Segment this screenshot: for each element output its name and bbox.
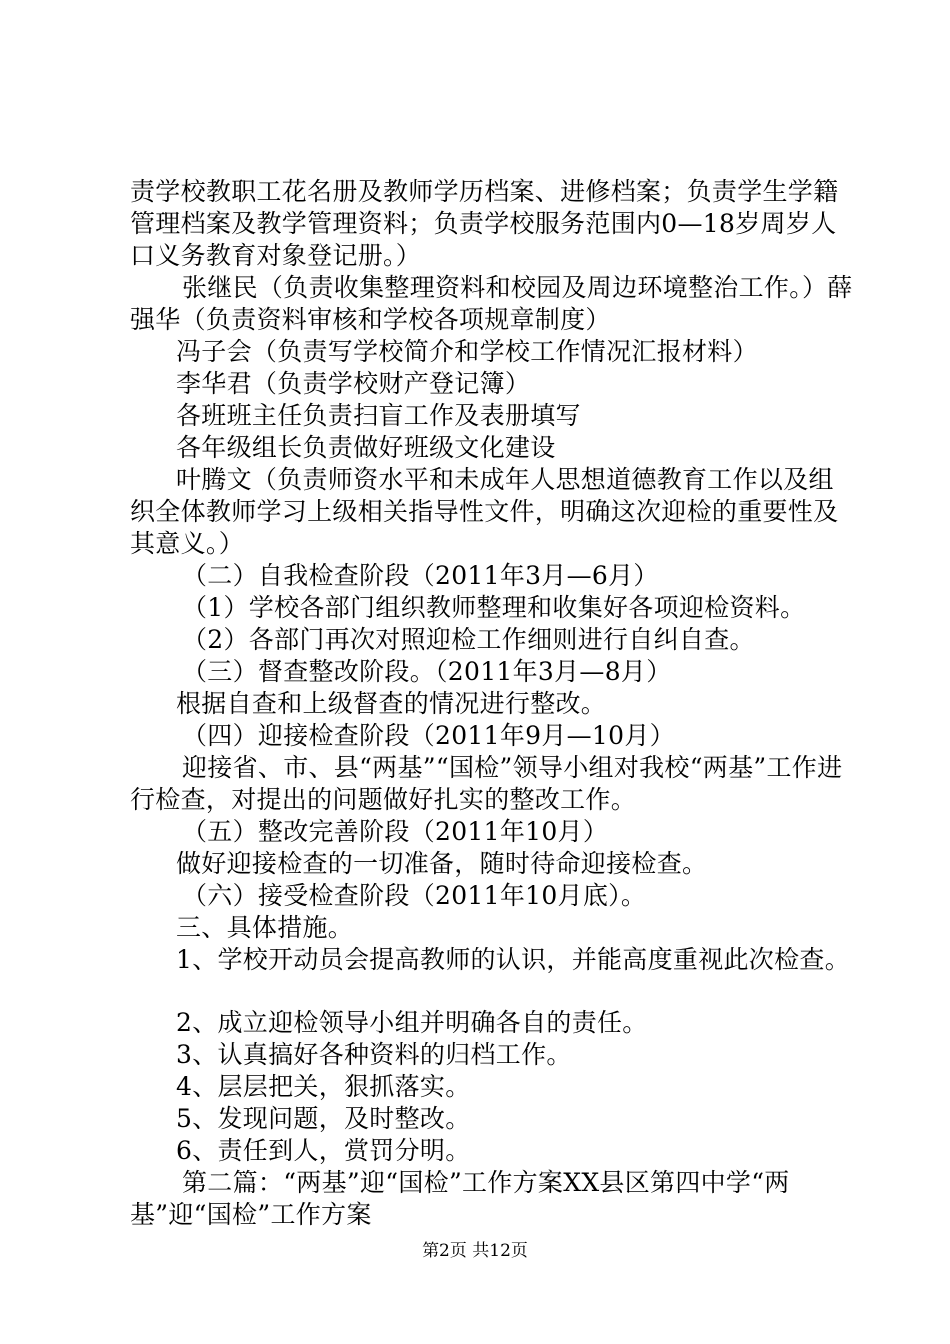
paragraph: （六）接受检查阶段（2011年10月底）。 [182, 881, 647, 910]
paragraph: （1）学校各部门组织教师整理和收集好各项迎检资料。 [182, 593, 806, 622]
page-footer [0, 1240, 950, 1262]
paragraph: 责学校教职工花名册及教师学历档案、进修档案；负责学生学籍管理档案及教学管理资料；负责学校服务范围内0—18岁周岁人口义务教育对象登记册。） [130, 177, 839, 270]
paragraph: （四）迎接检查阶段（2011年9月—10月） [182, 721, 675, 750]
document-body [130, 176, 855, 1231]
paragraph: （五）整改完善阶段（2011年10月） [182, 817, 609, 846]
paragraph: 各年级组长负责做好班级文化建设 [176, 433, 556, 462]
paragraph: 三、具体措施。 [176, 913, 354, 942]
page-number: 第2页 共12页 [422, 1241, 528, 1261]
blank-line [130, 976, 855, 1007]
paragraph: 3、认真搞好各种资料的归档工作。 [176, 1040, 572, 1069]
paragraph: 5、发现问题，及时整改。 [176, 1104, 471, 1133]
paragraph: （三）督查整改阶段。（2011年3月—8月） [182, 657, 672, 686]
paragraph: 6、责任到人，赏罚分明。 [176, 1136, 471, 1165]
paragraph: 张继民（负责收集整理资料和校园及周边环境整治工作。）薛强华（负责资料审核和学校各项规章制度） [130, 273, 853, 334]
paragraph: 冯子会（负责写学校简介和学校工作情况汇报材料） [176, 337, 758, 366]
paragraph: （2）各部门再次对照迎检工作细则进行自纠自查。 [182, 625, 755, 654]
paragraph: 1、学校开动员会提高教师的认识，并能高度重视此次检查。 [176, 945, 851, 974]
paragraph: 4、层层把关，狠抓落实。 [176, 1072, 471, 1101]
paragraph: 第二篇：“两基”迎“国检”工作方案XX县区第四中学“两基”迎“国检”工作方案 [130, 1168, 790, 1229]
paragraph: 2、成立迎检领导小组并明确各自的责任。 [176, 1008, 648, 1037]
paragraph: 做好迎接检查的一切准备，随时待命迎接检查。 [176, 849, 708, 878]
paragraph: 李华君（负责学校财产登记簿） [176, 369, 531, 398]
paragraph: 根据自查和上级督查的情况进行整改。 [176, 689, 607, 718]
paragraph: 叶腾文（负责师资水平和未成年人思想道德教育工作以及组织全体教师学习上级相关指导性文件，明确这次迎检的重要性及其意义。） [130, 465, 839, 558]
paragraph: 各班班主任负责扫盲工作及表册填写 [176, 401, 581, 430]
paragraph: 迎接省、市、县“两基”“国检”领导小组对我校“两基”工作进行检查，对提出的问题做好扎实的整改工作。 [130, 753, 843, 814]
paragraph: （二）自我检查阶段（2011年3月—6月） [182, 561, 659, 590]
